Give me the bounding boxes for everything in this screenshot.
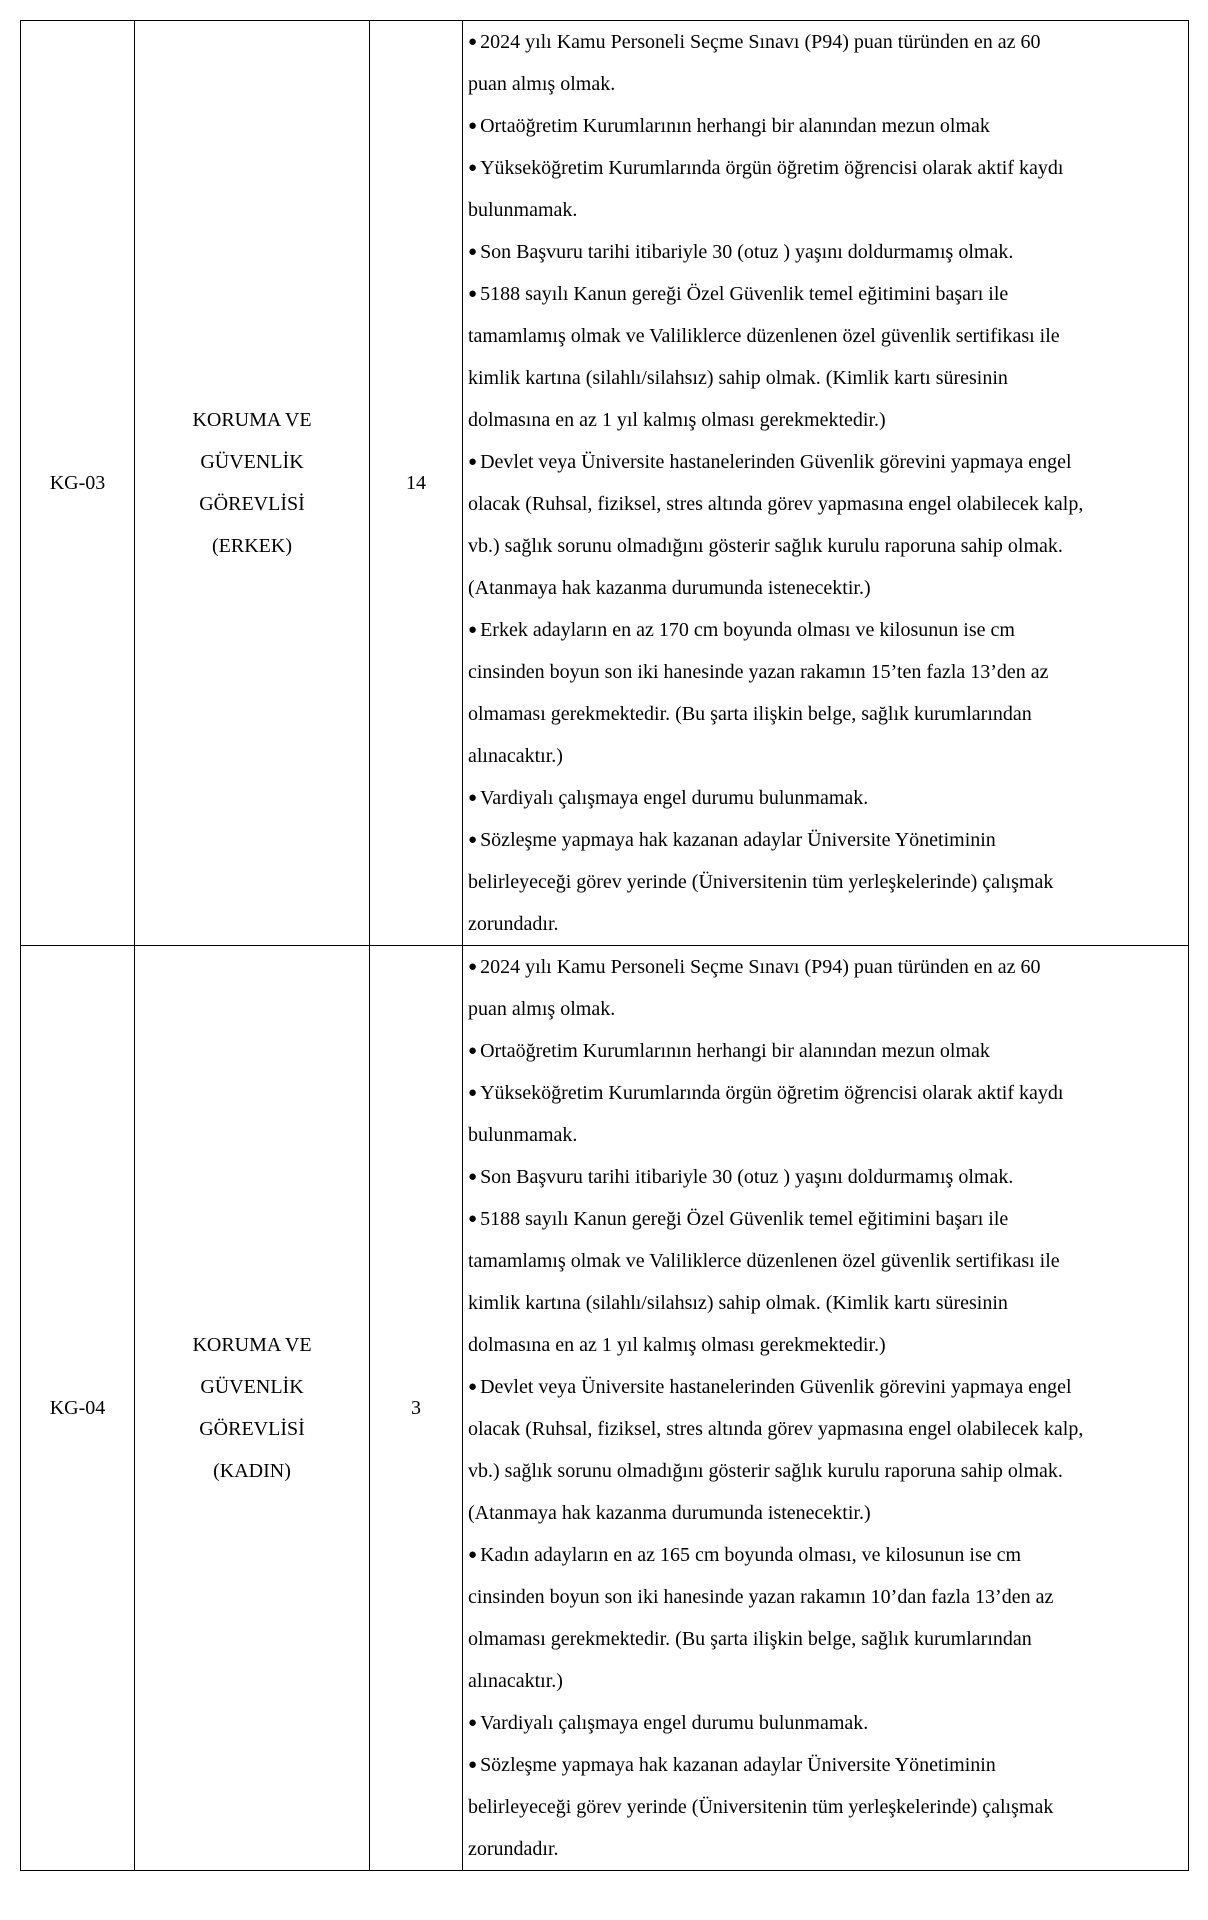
bullet-icon: ●	[468, 622, 478, 638]
requirement-text: Vardiyalı çalışmaya engel durumu bulunmamak.	[480, 787, 869, 809]
requirement-line	[468, 1282, 1184, 1324]
bullet-icon: ●	[468, 1379, 478, 1395]
requirement-text: 2024 yılı Kamu Personeli Seçme Sınavı (P94) puan türünden en az 60	[480, 31, 1041, 53]
requirement-text: Devlet veya Üniversite hastanelerinden Güvenlik görevini yapmaya engel	[480, 451, 1072, 473]
requirement-line	[468, 609, 1184, 651]
requirement-line	[468, 21, 1184, 63]
requirement-line	[468, 1618, 1184, 1660]
requirement-line	[468, 1576, 1184, 1618]
requirement-item	[468, 1030, 1184, 1072]
requirement-item	[468, 1534, 1184, 1702]
requirement-item	[468, 1072, 1184, 1156]
requirement-text: (Atanmaya hak kazanma durumunda istenecektir.)	[468, 577, 871, 599]
requirement-line	[468, 1450, 1184, 1492]
requirement-text: Devlet veya Üniversite hastanelerinden Güvenlik görevini yapmaya engel	[480, 1376, 1072, 1398]
requirement-text: Yükseköğretim Kurumlarında örgün öğretim öğrencisi olarak aktif kaydı	[480, 1082, 1064, 1104]
bullet-icon: ●	[468, 1169, 478, 1185]
bullet-icon: ●	[468, 454, 478, 470]
requirement-line	[468, 1030, 1184, 1072]
requirement-line	[468, 1786, 1184, 1828]
requirement-text: cinsinden boyun son iki hanesinde yazan rakamın 15’ten fazla 13’den az	[468, 661, 1049, 683]
requirement-line	[468, 1828, 1184, 1870]
requirement-text: olmaması gerekmektedir. (Bu şarta ilişkin belge, sağlık kurumlarından	[468, 703, 1032, 725]
requirement-text: Sözleşme yapmaya hak kazanan adaylar Üniversite Yönetiminin	[480, 829, 996, 851]
requirement-line	[468, 315, 1184, 357]
position-title-line: GÖREVLİSİ	[199, 1418, 305, 1440]
requirement-line	[468, 399, 1184, 441]
requirement-text: olmaması gerekmektedir. (Bu şarta ilişkin belge, sağlık kurumlarından	[468, 1628, 1032, 1650]
requirement-line	[468, 189, 1184, 231]
requirement-line	[468, 1408, 1184, 1450]
requirement-text: 2024 yılı Kamu Personeli Seçme Sınavı (P94) puan türünden en az 60	[480, 956, 1041, 978]
requirement-text: tamamlamış olmak ve Valiliklerce düzenlenen özel güvenlik sertifikası ile	[468, 325, 1060, 347]
bullet-icon: ●	[468, 1757, 478, 1773]
requirements-cell	[463, 946, 1189, 1871]
requirement-line	[468, 105, 1184, 147]
bullet-icon: ●	[468, 959, 478, 975]
requirement-line	[468, 1198, 1184, 1240]
requirement-text: puan almış olmak.	[468, 73, 616, 95]
requirement-line	[468, 1366, 1184, 1408]
bullet-icon: ●	[468, 1547, 478, 1563]
bullet-icon: ●	[468, 1715, 478, 1731]
requirement-text: Kadın adayların en az 165 cm boyunda olması, ve kilosunun ise cm	[480, 1544, 1022, 1566]
requirement-line	[468, 651, 1184, 693]
requirement-text: kimlik kartına (silahlı/silahsız) sahip olmak. (Kimlik kartı süresinin	[468, 1292, 1008, 1314]
bullet-icon: ●	[468, 286, 478, 302]
position-title-line: KORUMA VE	[192, 409, 312, 431]
requirement-item	[468, 609, 1184, 777]
requirement-line	[468, 63, 1184, 105]
bullet-icon: ●	[468, 118, 478, 134]
position-count: 3	[370, 946, 463, 1871]
requirement-text: alınacaktır.)	[468, 745, 563, 767]
requirement-line	[468, 1324, 1184, 1366]
requirement-line	[468, 567, 1184, 609]
position-title-line: (KADIN)	[213, 1460, 291, 1482]
requirement-text: kimlik kartına (silahlı/silahsız) sahip olmak. (Kimlik kartı süresinin	[468, 367, 1008, 389]
requirement-item	[468, 21, 1184, 105]
requirement-line	[468, 1492, 1184, 1534]
requirement-line	[468, 1702, 1184, 1744]
requirement-line	[468, 483, 1184, 525]
requirement-text: Ortaöğretim Kurumlarının herhangi bir alanından mezun olmak	[480, 1040, 990, 1062]
requirement-text: olacak (Ruhsal, fiziksel, stres altında görev yapmasına engel olabilecek kalp,	[468, 1418, 1084, 1440]
bullet-icon: ●	[468, 1085, 478, 1101]
requirement-line	[468, 231, 1184, 273]
requirement-text: cinsinden boyun son iki hanesinde yazan rakamın 10’dan fazla 13’den az	[468, 1586, 1054, 1608]
requirement-line	[468, 819, 1184, 861]
requirement-line	[468, 903, 1184, 945]
position-title-line: (ERKEK)	[212, 535, 292, 557]
requirement-text: Son Başvuru tarihi itibariyle 30 (otuz ) yaşını doldurmamış olmak.	[480, 241, 1014, 263]
requirement-line	[468, 988, 1184, 1030]
requirement-text: 5188 sayılı Kanun gereği Özel Güvenlik temel eğitimini başarı ile	[480, 1208, 1009, 1230]
requirement-text: zorundadır.	[468, 1838, 559, 1860]
bullet-icon: ●	[468, 160, 478, 176]
bullet-icon: ●	[468, 1211, 478, 1227]
requirement-line	[468, 1744, 1184, 1786]
positions-table	[20, 20, 1189, 1871]
requirement-text: bulunmamak.	[468, 199, 578, 221]
requirement-line	[468, 357, 1184, 399]
requirement-text: Yükseköğretim Kurumlarında örgün öğretim öğrencisi olarak aktif kaydı	[480, 157, 1064, 179]
requirement-text: Ortaöğretim Kurumlarının herhangi bir alanından mezun olmak	[480, 115, 990, 137]
requirement-item	[468, 147, 1184, 231]
position-code: KG-03	[21, 21, 135, 946]
bullet-icon: ●	[468, 34, 478, 50]
requirement-line	[468, 147, 1184, 189]
requirement-item	[468, 1198, 1184, 1366]
requirement-line	[468, 1240, 1184, 1282]
position-title-line: KORUMA VE	[192, 1334, 312, 1356]
requirement-text: zorundadır.	[468, 913, 559, 935]
requirement-text: (Atanmaya hak kazanma durumunda istenecektir.)	[468, 1502, 871, 1524]
requirement-line	[468, 525, 1184, 567]
position-row	[21, 21, 1189, 946]
requirement-line	[468, 1660, 1184, 1702]
requirement-line	[468, 735, 1184, 777]
requirement-text: belirleyeceği görev yerinde (Üniversitenin tüm yerleşkelerinde) çalışmak	[468, 1796, 1054, 1818]
requirement-text: vb.) sağlık sorunu olmadığını gösterir sağlık kurulu raporuna sahip olmak.	[468, 1460, 1063, 1482]
position-row	[21, 946, 1189, 1871]
requirement-text: Son Başvuru tarihi itibariyle 30 (otuz ) yaşını doldurmamış olmak.	[480, 1166, 1014, 1188]
bullet-icon: ●	[468, 790, 478, 806]
position-title	[135, 21, 370, 946]
requirement-line	[468, 1534, 1184, 1576]
requirement-text: Erkek adayların en az 170 cm boyunda olması ve kilosunun ise cm	[480, 619, 1015, 641]
requirement-item	[468, 946, 1184, 1030]
requirement-text: bulunmamak.	[468, 1124, 578, 1146]
requirement-item	[468, 1366, 1184, 1534]
requirements-cell	[463, 21, 1189, 946]
requirement-item	[468, 441, 1184, 609]
requirement-item	[468, 1702, 1184, 1744]
bullet-icon: ●	[468, 1043, 478, 1059]
requirement-item	[468, 105, 1184, 147]
requirement-text: 5188 sayılı Kanun gereği Özel Güvenlik temel eğitimini başarı ile	[480, 283, 1009, 305]
requirement-line	[468, 273, 1184, 315]
requirement-line	[468, 1156, 1184, 1198]
bullet-icon: ●	[468, 832, 478, 848]
requirement-item	[468, 273, 1184, 441]
requirement-text: alınacaktır.)	[468, 1670, 563, 1692]
requirement-item	[468, 231, 1184, 273]
requirement-line	[468, 693, 1184, 735]
requirement-line	[468, 777, 1184, 819]
position-title-line: GÜVENLİK	[200, 451, 304, 473]
position-count: 14	[370, 21, 463, 946]
requirement-line	[468, 946, 1184, 988]
requirement-text: vb.) sağlık sorunu olmadığını gösterir sağlık kurulu raporuna sahip olmak.	[468, 535, 1063, 557]
requirement-text: olacak (Ruhsal, fiziksel, stres altında görev yapmasına engel olabilecek kalp,	[468, 493, 1084, 515]
requirement-line	[468, 1114, 1184, 1156]
requirement-item	[468, 1156, 1184, 1198]
bullet-icon: ●	[468, 244, 478, 260]
requirement-line	[468, 861, 1184, 903]
position-title	[135, 946, 370, 1871]
requirement-text: belirleyeceği görev yerinde (Üniversitenin tüm yerleşkelerinde) çalışmak	[468, 871, 1054, 893]
position-title-line: GÜVENLİK	[200, 1376, 304, 1398]
position-code: KG-04	[21, 946, 135, 1871]
requirement-text: dolmasına en az 1 yıl kalmış olması gerekmektedir.)	[468, 1334, 886, 1356]
requirement-text: Vardiyalı çalışmaya engel durumu bulunmamak.	[480, 1712, 869, 1734]
requirement-text: Sözleşme yapmaya hak kazanan adaylar Üniversite Yönetiminin	[480, 1754, 996, 1776]
requirement-line	[468, 1072, 1184, 1114]
requirement-text: dolmasına en az 1 yıl kalmış olması gerekmektedir.)	[468, 409, 886, 431]
requirement-text: tamamlamış olmak ve Valiliklerce düzenlenen özel güvenlik sertifikası ile	[468, 1250, 1060, 1272]
requirement-line	[468, 441, 1184, 483]
requirement-item	[468, 1744, 1184, 1870]
requirement-item	[468, 819, 1184, 945]
requirement-item	[468, 777, 1184, 819]
requirement-text: puan almış olmak.	[468, 998, 616, 1020]
position-title-line: GÖREVLİSİ	[199, 493, 305, 515]
